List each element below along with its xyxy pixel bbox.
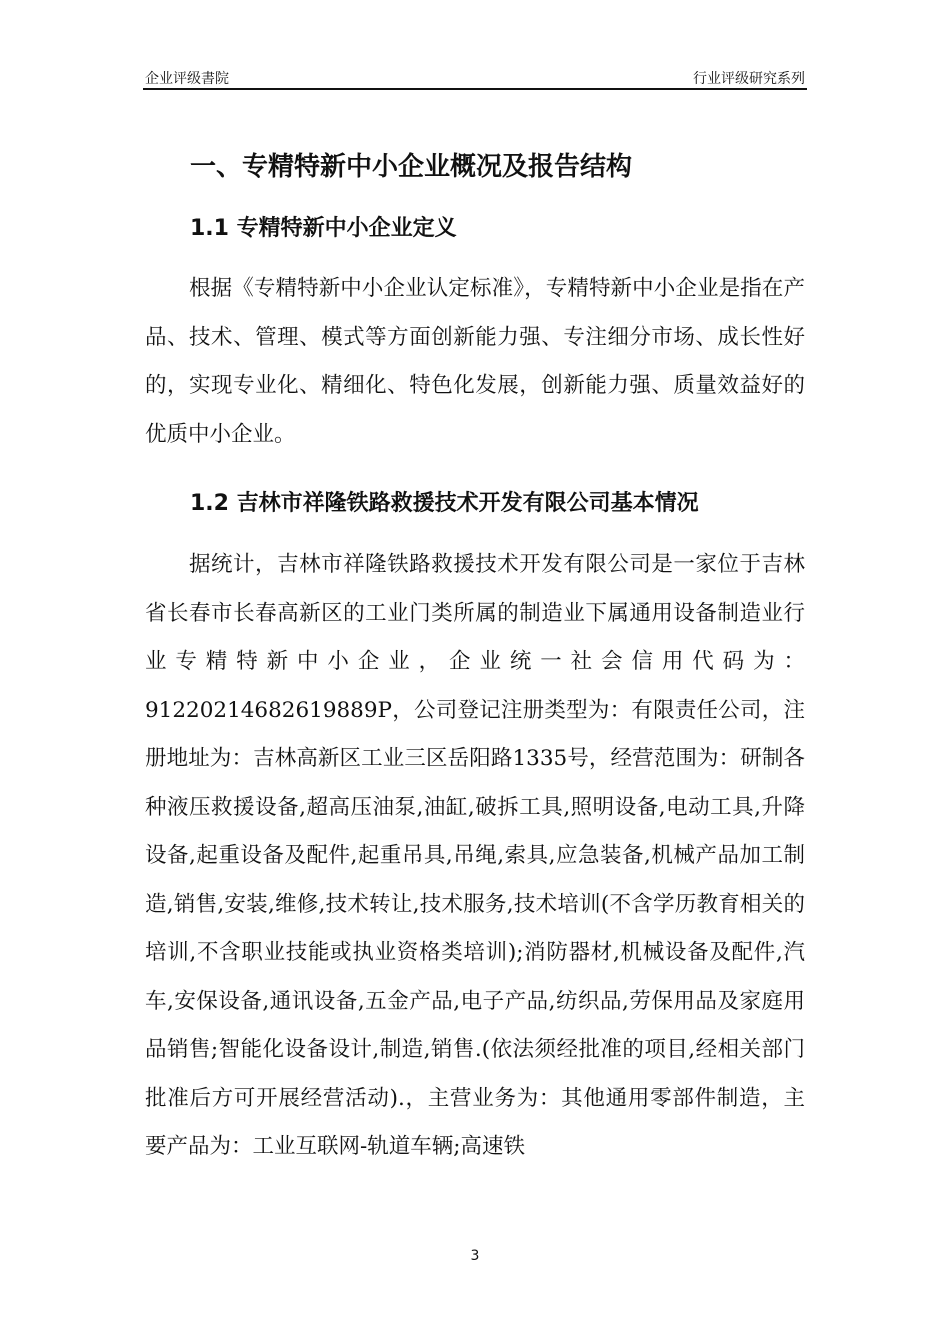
paragraph-definition: 根据《专精特新中小企业认定标准》，专精特新中小企业是指在产品、技术、管理、模式等方面创新能力强、专注细分市场、成长性好的，实现专业化、精细化、特色化发展，创新能力强、质量效益好的优质中小企业。: [145, 276, 805, 447]
page-header: [143, 66, 807, 88]
header-divider: [143, 88, 807, 90]
paragraph-company-info: 据统计，吉林市祥隆铁路救援技术开发有限公司是一家位于吉林省长春市长春高新区的工业门类所属的制造业下属通用设备制造业行业专精特新中小企业，企业统一社会信用代码为：91220214682619889P，公司登记注册类型为：有限责任公司，注册地址为：吉林高新区工业三区岳阳路1335号，经营范围为：研制各种液压救援设备,超高压油泵,油缸,破拆工具,照明设备,电动工具,升降设备,起重设备及配件,起重吊具,吊绳,索具,应急装备,机械产品加工制造,销售,安装,维修,技术转让,技术服务,技术培训(不含学历教育相关的培训,不含职业技能或执业资格类培训);消防器材,机械设备及配件,汽车,安保设备,通讯设备,五金产品,电子产品,纺织品,劳保用品及家庭用品销售;智能化设备设计,制造,销售.(依法须经批准的项目,经相关部门批准后方可开展经营活动).，主营业务为：其他通用零部件制造，主要产品为：工业互联网-轨道车辆;高速铁: [145, 552, 805, 1159]
section-title-company-info: 1.2 吉林市祥隆铁路救援技术开发有限公司基本情况: [190, 491, 699, 516]
header-right-text: 行业评级研究系列: [693, 71, 805, 87]
header-left-text: 企业评级書院: [145, 71, 229, 87]
page-number: 3: [470, 1248, 480, 1264]
chapter-title: 一、专精特新中小企业概况及报告结构: [190, 152, 633, 182]
section-title-definition: 1.1 专精特新中小企业定义: [190, 216, 457, 241]
